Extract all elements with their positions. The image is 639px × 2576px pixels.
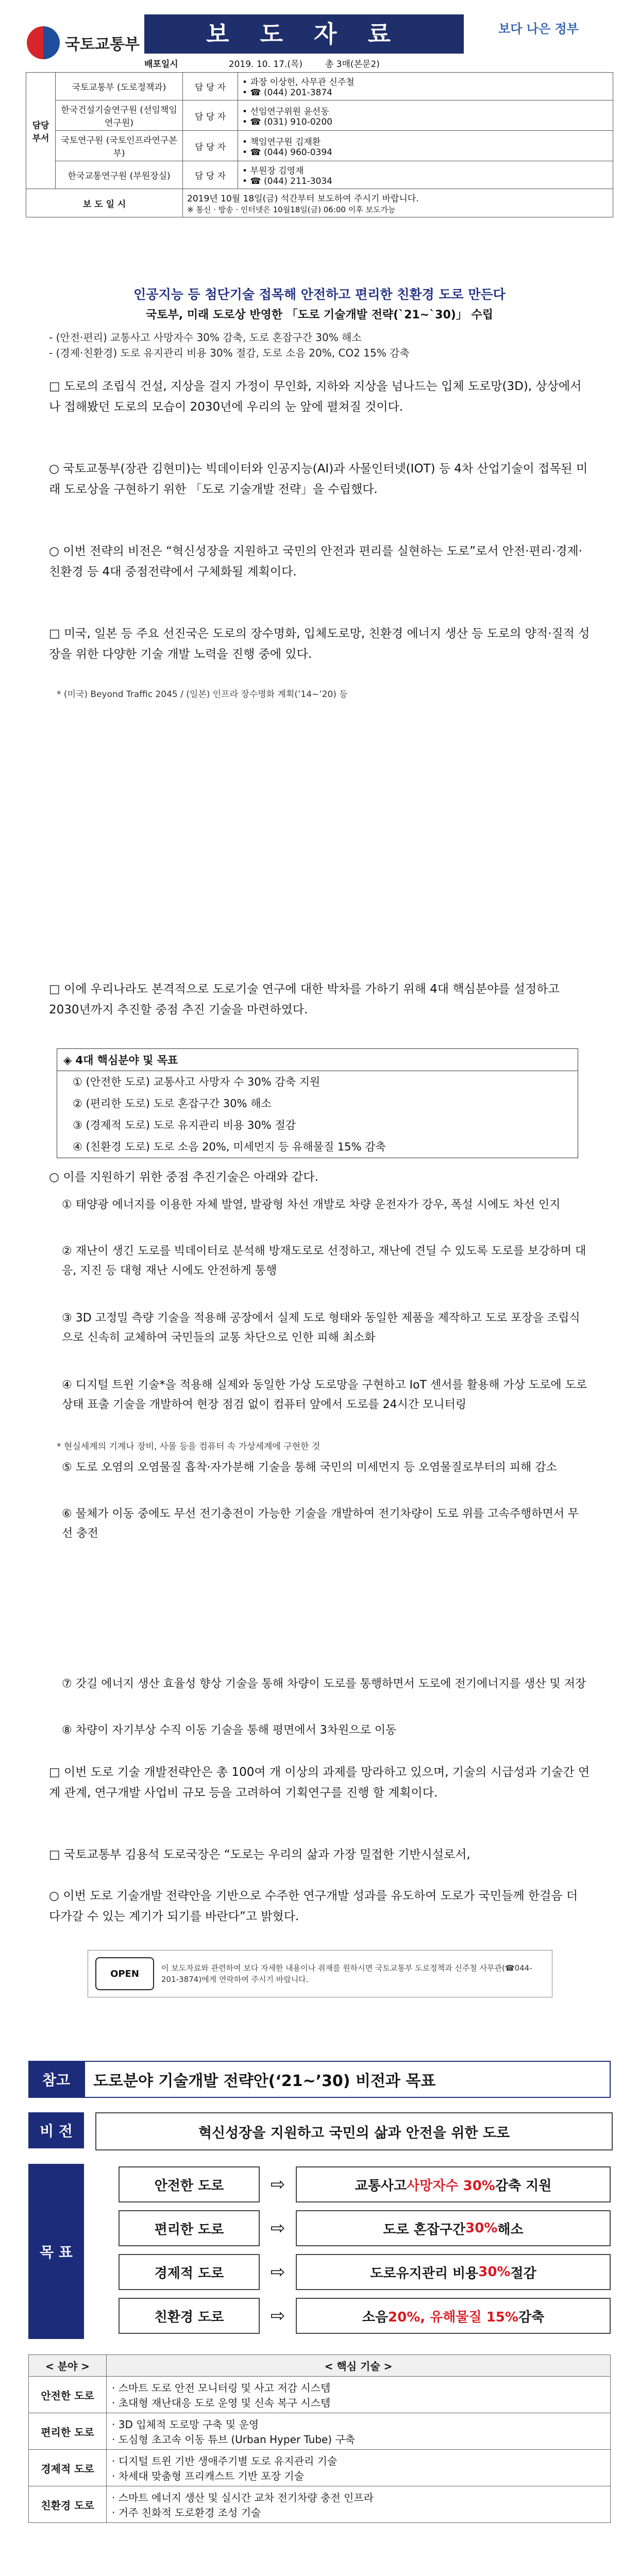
open-license-bar — [88, 1950, 552, 1997]
press-release-title: 보 도 자 료 — [144, 14, 464, 54]
headline-bullet: - (안전·편리) 교통사고 사망자수 30% 감축, 도로 혼잡구간 30% 해소 — [49, 331, 362, 344]
dept-name: 한국교통연구원 (부원장실) — [56, 161, 183, 189]
goal-label: 목 표 — [28, 2164, 84, 2339]
paragraph: □ 미국, 일본 등 주요 선진국은 도로의 장수명화, 입체도로망, 친환경 에너지 생산 등 도로의 양적·질적 성장을 위한 다양한 기술 개발 노력을 진행 중에 있다. — [49, 627, 590, 661]
paragraph: □ 국토교통부 김용석 도로국장은 “도로는 우리의 삶과 가장 밀접한 기반시설로서, — [49, 1848, 470, 1861]
paragraph: ○ 이번 전략의 비전은 “혁신성장을 지원하고 국민의 안전과 편리를 실현하는 도로”로서 안전·편리·경제·친환경 등 4대 중점전략에서 구체화될 계획이다. — [49, 545, 582, 579]
table-row: 친환경 도로 · 스마트 에너지 생산 및 실시간 교차 전기차량 충전 인프라 · 거주 친화적 도로환경 조성 기술 — [29, 2486, 611, 2523]
paragraph: ○ 국토교통부(장관 김현미)는 빅데이터와 인공지능(AI)과 사물인터넷(IOT) 등 4차 산업기술이 접목된 미래 도로상을 구현하기 위한 「도로 기술개발 전략」을 수립했다. — [49, 462, 588, 496]
table-row: 편리한 도로 · 3D 입체적 도로망 구축 및 운영 · 도심형 초고속 이동 튜브 (Urban Hyper Tube) 구축 — [29, 2413, 611, 2450]
paragraph: □ 이번 도로 기술 개발전략안은 총 100여 개 이상의 과제를 망라하고 있으며, 기술의 시급성과 기술간 연계 관계, 연구개발 사업비 규모 등을 고려하여 기획연구를 진행 할 계획이다. — [49, 1766, 590, 1800]
open-license-icon: OPEN — [95, 1957, 154, 1990]
arrow-right-icon: ⇨ — [270, 2262, 285, 2282]
arrow-right-icon: ⇨ — [270, 2306, 285, 2326]
appendix-header — [28, 2061, 611, 2098]
ministry-name: 국토교통부 — [65, 36, 140, 54]
table-row: 안전한 도로 · 스마트 도로 안전 모니터링 및 사고 저감 시스템 · 초대형 재난대응 도로 운영 및 신속 복구 시스템 — [29, 2377, 611, 2413]
task-item: ⑥ 물체가 이동 중에도 무선 전기충전이 가능한 기술을 개발하여 전기차량이 도로 위를 고속주행하면서 무선 충전 — [62, 1507, 579, 1540]
korea-emblem-icon — [27, 26, 60, 59]
vision-label: 비 전 — [28, 2112, 84, 2148]
slogan: 보다 나은 정부 — [498, 22, 579, 36]
footnote: * 현실세계의 기계나 장비, 사물 등을 컴퓨터 속 가상세계에 구현한 것 — [57, 1442, 321, 1452]
dept-label: 담당 부서 — [26, 73, 56, 189]
footnote: * (미국) Beyond Traffic 2045 / (일본) 인프라 장수명화 계획(’14~’20) 등 — [57, 689, 348, 700]
appendix-title: 도로분야 기술개발 전략안(‘21~’30) 비전과 목표 — [84, 2061, 611, 2098]
task-item: ③ 3D 고정밀 측량 기술을 적용해 공장에서 실제 도로 형태와 동일한 제품을 제작하고 도로 포장을 조립식으로 신속히 교체하여 국민들의 교통 차단으로 인한 피해 최소화 — [62, 1312, 580, 1344]
arrow-right-icon: ⇨ — [270, 2218, 285, 2239]
list-item: ③ (경제적 도로) 도로 유지관리 비용 30% 절감 — [73, 1119, 296, 1131]
task-item: ① 태양광 에너지를 이용한 자체 발열, 발광형 차선 개발로 차량 운전자가 강우, 폭설 시에도 차선 인지 — [62, 1198, 561, 1211]
goal-row: 경제적 도로 ⇨ 도로유지관리 비용 30% 절감 — [119, 2254, 611, 2290]
table-header: < 핵심 기술 > — [107, 2355, 611, 2377]
core-tech-table — [28, 2354, 611, 2523]
paragraph: □ 도로의 조립식 건설, 지상을 걸지 가정이 무인화, 지하와 지상을 넘나드는 입체 도로망(3D), 상상에서나 접해봤던 도로의 모습이 2030년에 우리의 눈 앞에 펼쳐질 것이다. — [49, 380, 582, 414]
headline-bullet: - (경제·친환경) 도로 유지관리 비용 30% 절감, 도로 소음 20%, CO2 15% 감축 — [49, 347, 410, 359]
paragraph: □ 이에 우리나라도 본격적으로 도로기술 연구에 대한 박차를 가하기 위해 4대 핵심분야를 설정하고 2030년까지 추진할 중점 추진 기술을 마련하였다. — [49, 982, 560, 1016]
dept-name: 국토연구원 (국토인프라연구본부) — [56, 131, 183, 161]
task-item: ② 재난이 생긴 도로를 빅데이터로 분석해 방재도로로 선정하고, 재난에 견딜 수 있도록 도로를 보강하며 대응, 지진 등 대형 재난 시에도 안전하게 통행 — [62, 1245, 586, 1277]
goal-row: 안전한 도로 ⇨ 교통사고 사망자수 30% 감축 지원 — [119, 2166, 611, 2202]
box-title: ◈ 4대 핵심분야 및 목표 — [57, 1049, 578, 1071]
goal-row: 편리한 도로 ⇨ 도로 혼잡구간 30% 해소 — [119, 2210, 611, 2246]
list-item: ① (안전한 도로) 교통사고 사망자 수 30% 감축 지원 — [73, 1076, 321, 1088]
paragraph: ○ 이번 도로 기술개발 전략안을 기반으로 수주한 연구개발 성과를 유도하여 도로가 국민들께 한걸음 더 다가갈 수 있는 계기가 되기를 바란다”고 밝혔다. — [49, 1889, 578, 1923]
headline-main: 인공지능 등 첨단기술 접목해 안전하고 편리한 친환경 도로 만든다 — [133, 287, 506, 302]
list-item: ④ (친환경 도로) 도로 소음 20%, 미세먼지 등 유해물질 15% 감축 — [73, 1141, 386, 1153]
goal-row: 친환경 도로 ⇨ 소음 20%, 유해물질 15% 감축 — [119, 2298, 611, 2334]
embargo-note: ※ 통신 · 방송 · 인터넷은 10월18일(금) 06:00 이후 보도가능 — [187, 205, 396, 214]
table-row: 경제적 도로 · 디지털 트윈 기반 생애주기별 도로 유지관리 기술 · 차세대 맞춤형 프리캐스트 기반 포장 기술 — [29, 2450, 611, 2486]
vision-text: 혁신성장을 지원하고 국민의 삶과 안전을 위한 도로 — [95, 2112, 613, 2150]
task-item: ⑤ 도로 오염의 오염물질 흡착·자가분해 기술을 통해 국민의 미세먼지 등 오염물질로부터의 피해 감소 — [62, 1461, 557, 1474]
appendix-tag: 참고 — [28, 2061, 84, 2098]
license-text: 이 보도자료와 관련하여 보다 자세한 내용이나 취재를 원하시면 국토교통부 도로정책과 신주철 사무관(☎044-201-3874)에게 연락하여 주시기 바랍니다. — [161, 1963, 532, 1984]
list-item: ② (편리한 도로) 도로 혼잡구간 30% 해소 — [73, 1097, 272, 1110]
task-item: ④ 디지털 트윈 기술*을 적용해 실제와 동일한 가상 도로망을 구현하고 IoT 센서를 활용해 가상 도로에 도로 상태 표출 기술을 개발하여 현장 점검 없이 컴퓨터 앞에서 도로를 24시간 모니터링 — [62, 1379, 587, 1411]
key-areas-box — [57, 1048, 578, 1158]
contact-table: 담당 부서 국토교통부 (도로정책과) 담 당 자 • 과장 이상헌, 사무관 신주철 • ☎ (044) 201-3874 한국건설기술연구원 (선임책임연구원) 담 당 자 • 선임연구위원 윤선동 • ☎ (031) 910-0200 국토연구원 (국토인프라연구본부) 담 당 자 • 책임연구원 김재환 • ☎ (044) 960-0394 한국교통연구원 (부원장실) 담 당 자 • 부원장 김영재 • ☎ (044) 211-3034 보 도 일 시 2019년 10월 18일(금) 석간부터 보도하여 주시기 바랍니다. ※ 통신 · 방송 · 인터넷은 10월18일(금) 06:00 이후 보도가능 — [26, 72, 613, 217]
dept-name: 국토교통부 (도로정책과) — [56, 73, 183, 100]
dept-name: 한국건설기술연구원 (선임책임연구원) — [56, 100, 183, 131]
task-item: ⑦ 갓길 에너지 생산 효율성 향상 기술을 통해 차량이 도로를 통행하면서 도로에 전기에너지를 생산 및 저장 — [62, 1677, 586, 1690]
task-item: ⑧ 차량이 자기부상 수직 이동 기술을 통해 평면에서 3차원으로 이동 — [62, 1724, 397, 1737]
embargo-label: 보 도 일 시 — [26, 189, 183, 217]
ministry-logo — [27, 20, 145, 66]
arrow-right-icon: ⇨ — [270, 2174, 285, 2195]
embargo-text: 2019년 10월 18일(금) 석간부터 보도하여 주시기 바랍니다. — [187, 194, 419, 204]
headline-sub: 국토부, 미래 도로상 반영한 「도로 기술개발 전략(`21~`30)」 수립 — [145, 309, 494, 321]
table-header: < 분야 > — [29, 2355, 107, 2377]
paragraph: ○ 이를 지원하기 위한 중점 추진기술은 아래와 같다. — [49, 1171, 318, 1184]
release-info: 배포일시 2019. 10. 17.(목) 총 3매(본문2) — [144, 59, 380, 70]
